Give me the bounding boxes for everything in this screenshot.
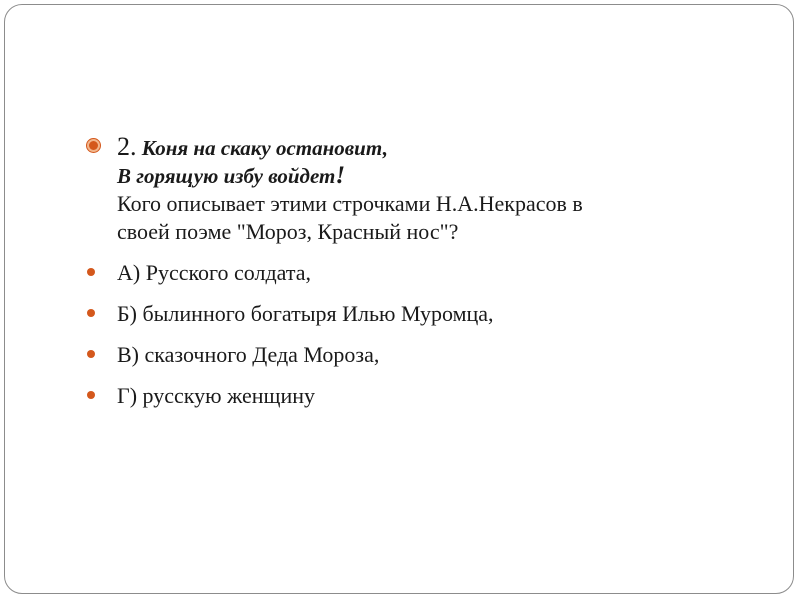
- answer-option-b: [87, 300, 767, 328]
- prompt-line-2: своей поэме "Мороз, Красный нос"?: [117, 219, 459, 244]
- question-number: 2.: [117, 132, 137, 161]
- answer-option-a: [87, 259, 767, 287]
- slide-frame: [4, 4, 794, 594]
- ring-bullet-icon: [87, 139, 100, 152]
- answer-label: Б) былинного богатыря Илью Муромца,: [117, 301, 494, 326]
- prompt-line-1: Кого описывает этими строчками Н.А.Некрасов в: [117, 191, 583, 216]
- dot-bullet-icon: [87, 268, 95, 276]
- verse-text-1: Коня на скаку остановит,: [141, 136, 388, 160]
- verse-line-1: [117, 133, 767, 162]
- answer-label: А) Русского солдата,: [117, 260, 312, 285]
- answer-option-v: [87, 341, 767, 369]
- answer-label: В) сказочного Деда Мороза,: [117, 342, 380, 367]
- slide-content: [87, 133, 767, 410]
- dot-bullet-icon: [87, 391, 95, 399]
- answer-option-g: [87, 382, 767, 410]
- answer-label: Г) русскую женщину: [117, 383, 316, 408]
- dot-bullet-icon: [87, 309, 95, 317]
- dot-bullet-icon: [87, 350, 95, 358]
- question-item: [87, 133, 767, 246]
- verse-line-2: В горящую избу войдет!: [117, 162, 346, 189]
